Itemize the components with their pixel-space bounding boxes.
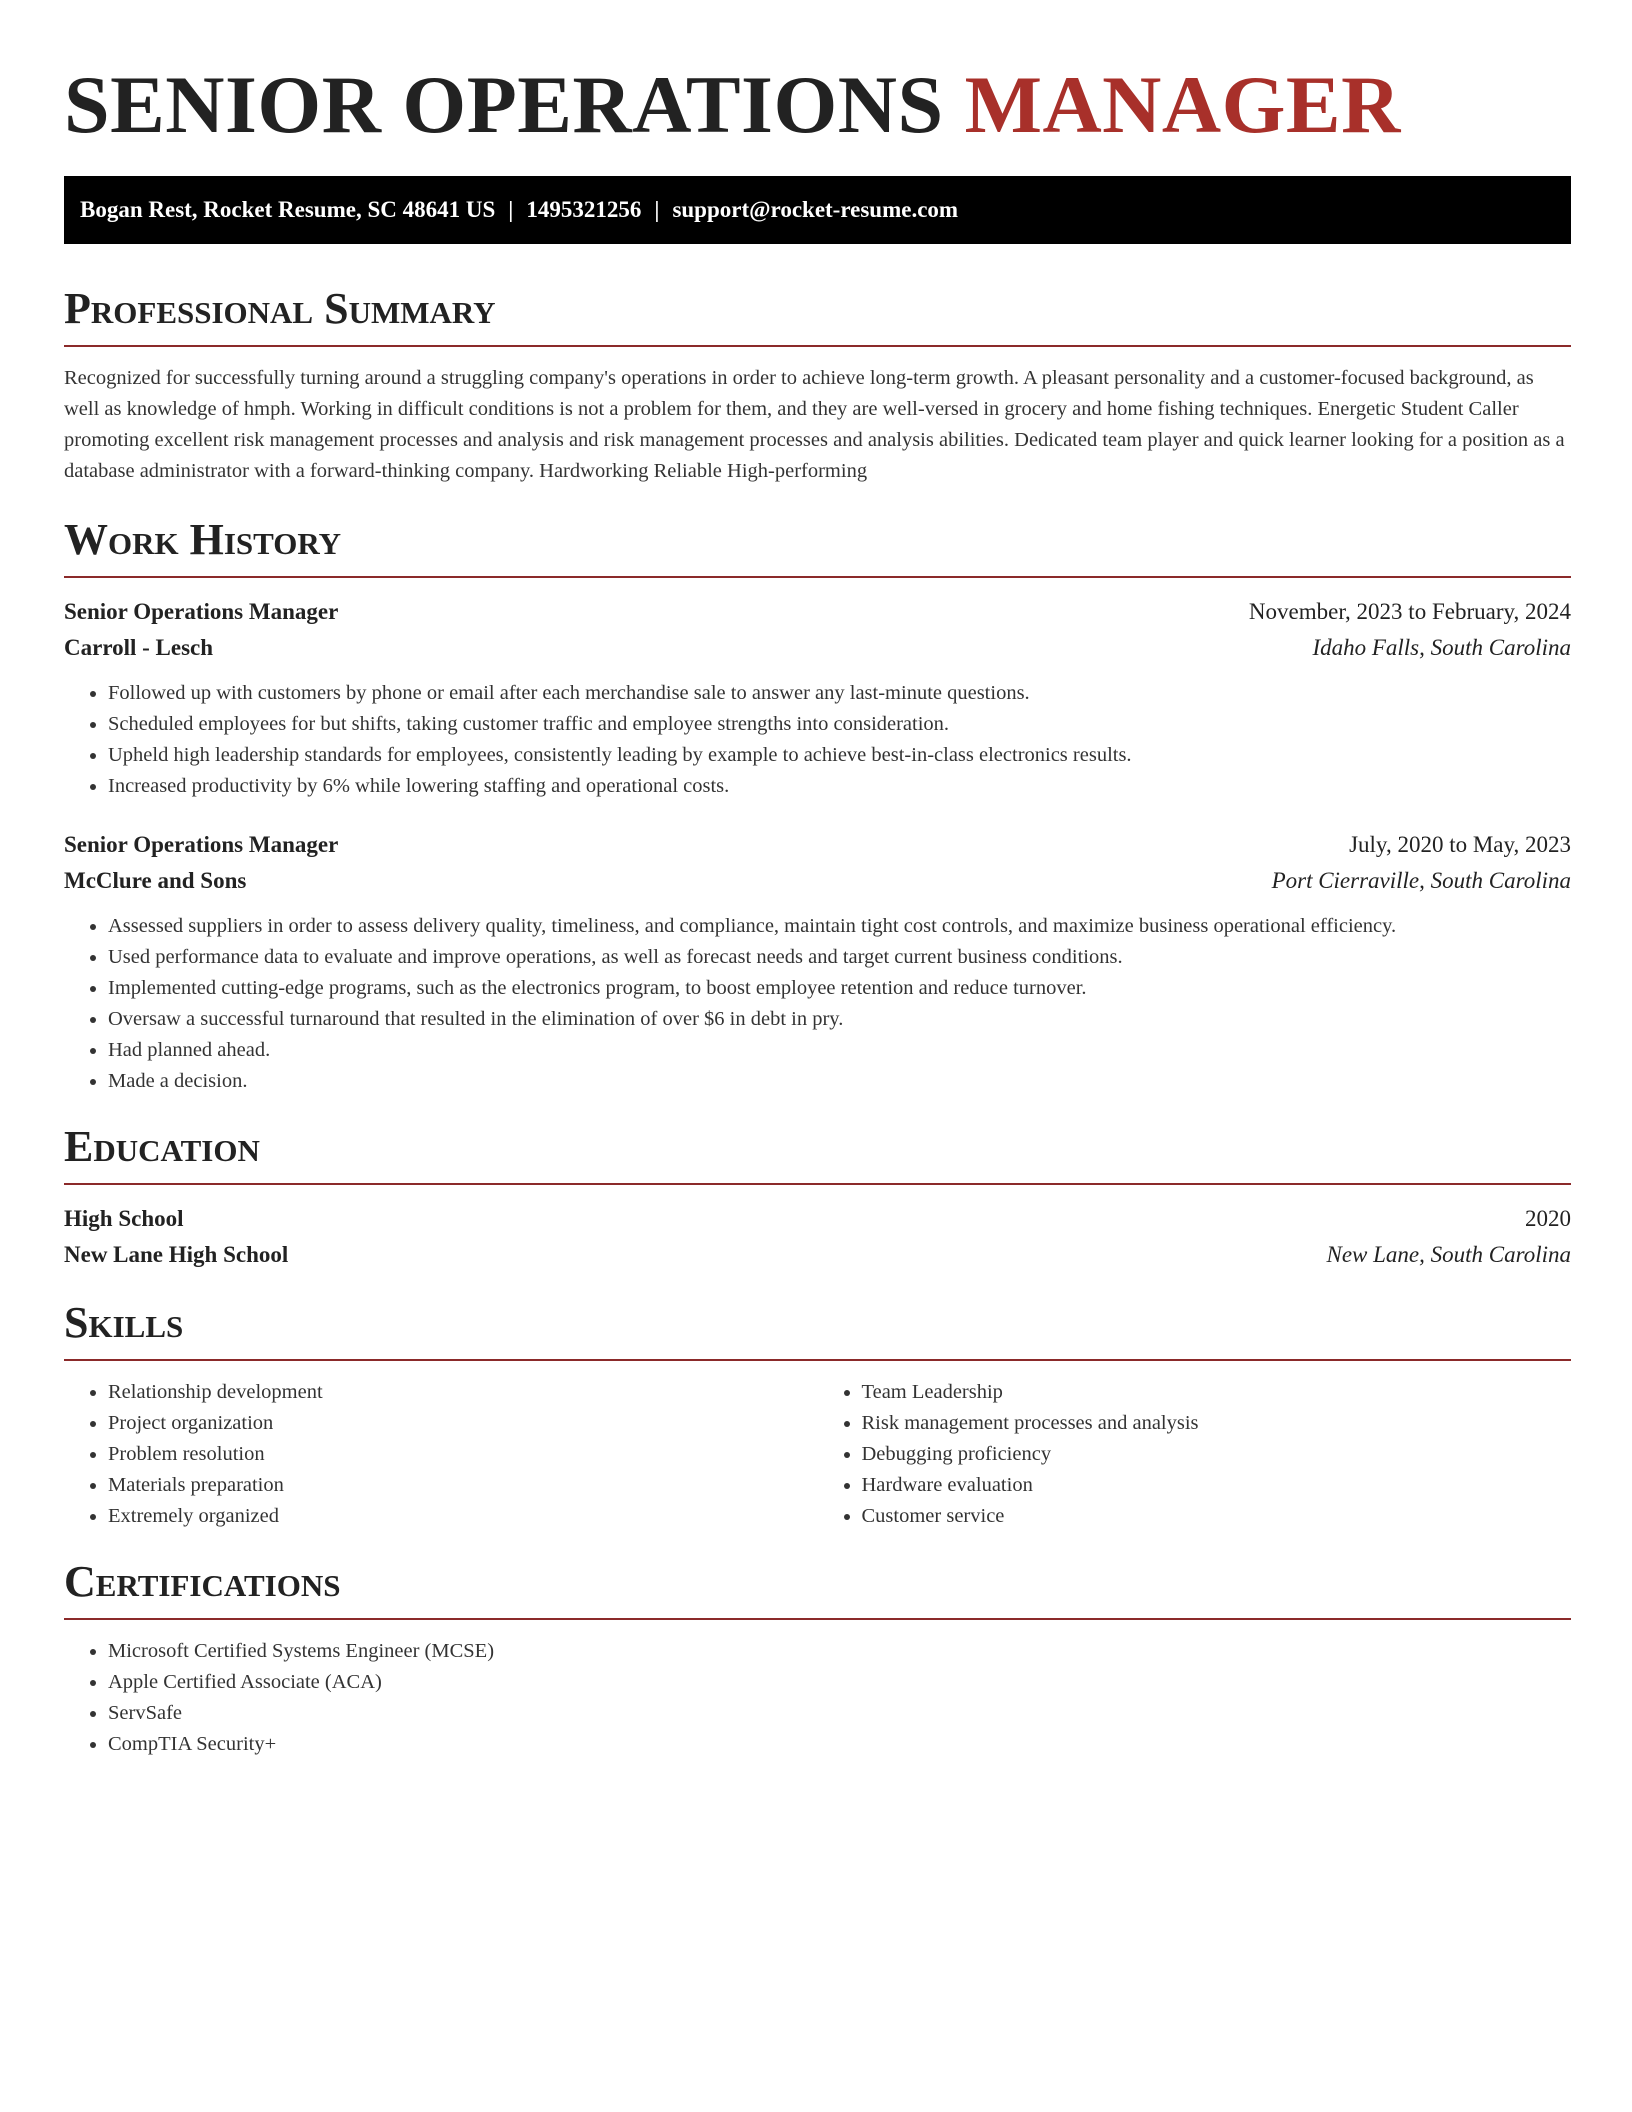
title-accent: MANAGER: [964, 59, 1401, 150]
job-dates: November, 2023 to February, 2024: [1248, 599, 1571, 624]
section-divider: [64, 576, 1571, 578]
education-year: 2020: [1525, 1206, 1571, 1231]
certifications-list: [64, 1636, 1571, 1760]
certifications-heading: Certifications: [64, 1557, 341, 1606]
contact-separator: |: [654, 197, 660, 222]
work-history-heading: Work History: [64, 515, 342, 564]
education-degree-row: [64, 1201, 1571, 1237]
skill-item: • Risk management processes and analysis: [862, 1408, 1572, 1439]
contact-bar: [64, 176, 1571, 244]
section-divider: [64, 345, 1571, 347]
job-header-row: [64, 594, 1571, 630]
job-bullets: [64, 911, 1571, 1097]
job-company: Carroll - Lesch: [64, 635, 214, 660]
summary-heading: Professional Summary: [64, 284, 496, 333]
job-entry: [64, 827, 1571, 1097]
contact-address: Bogan Rest, Rocket Resume, SC 48641 US: [80, 197, 496, 222]
skill-item: • Extremely organized: [108, 1501, 818, 1532]
job-entry: [64, 594, 1571, 802]
summary-text: Recognized for successfully turning around a struggling company's operations in order to achieve long-term growth. A pleasant personality and a customer-focused background, as well as knowledge of hmph. Working in difficult conditions is not a problem for them, and they are well-versed in grocery and home fishing techniques. Energetic Student Caller promoting excellent risk management processes and analysis and risk management processes and analysis abilities. Dedicated team player and quick learner looking for a position as a database administrator with a forward-thinking company. Hardworking Reliable High-performing: [64, 367, 1565, 482]
skill-item: • Relationship development: [108, 1377, 818, 1408]
job-bullet: • Increased productivity by 6% while lowering staffing and operational costs.: [108, 771, 1571, 802]
skill-item: • Debugging proficiency: [862, 1439, 1572, 1470]
job-location: Idaho Falls, South Carolina: [1312, 635, 1571, 660]
section-divider: [64, 1183, 1571, 1185]
certification-item: • Microsoft Certified Systems Engineer (MCSE): [108, 1636, 1571, 1667]
job-bullet: • Upheld high leadership standards for employees, consistently leading by example to achieve best-in-class electronics results.: [108, 740, 1571, 771]
job-header-row: [64, 827, 1571, 863]
certification-item: • CompTIA Security+: [108, 1729, 1571, 1760]
education-school-row: [64, 1237, 1571, 1273]
job-dates: July, 2020 to May, 2023: [1349, 832, 1571, 857]
skills-heading: Skills: [64, 1298, 184, 1347]
job-bullet: • Made a decision.: [108, 1066, 1571, 1097]
job-company-row: [64, 863, 1571, 899]
certification-item: • Apple Certified Associate (ACA): [108, 1667, 1571, 1698]
skill-item: • Hardware evaluation: [862, 1470, 1572, 1501]
contact-email[interactable]: support@rocket-resume.com: [672, 197, 959, 222]
job-bullet: • Implemented cutting-edge programs, such as the electronics program, to boost employee retention and reduce turnover.: [108, 973, 1571, 1004]
skill-item: • Materials preparation: [108, 1470, 818, 1501]
job-company: McClure and Sons: [64, 868, 247, 893]
certification-item: • ServSafe: [108, 1698, 1571, 1729]
job-company-row: [64, 630, 1571, 666]
skill-item: • Project organization: [108, 1408, 818, 1439]
job-title: Senior Operations Manager: [64, 599, 339, 624]
resume-title: [64, 52, 1571, 157]
job-bullet: • Used performance data to evaluate and improve operations, as well as forecast needs and target current business conditions.: [108, 942, 1571, 973]
skill-item: • Problem resolution: [108, 1439, 818, 1470]
section-divider: [64, 1359, 1571, 1361]
education-degree: High School: [64, 1206, 184, 1231]
education-school: New Lane High School: [64, 1242, 289, 1267]
job-bullet: • Oversaw a successful turnaround that resulted in the elimination of over $6 in debt in pry.: [108, 1004, 1571, 1035]
resume-page: [64, 52, 1571, 1760]
job-bullet: • Assessed suppliers in order to assess delivery quality, timeliness, and compliance, maintain tight cost controls, and maximize business operational efficiency.: [108, 911, 1571, 942]
education-heading: Education: [64, 1122, 260, 1171]
section-divider: [64, 1618, 1571, 1620]
job-bullet: • Scheduled employees for but shifts, taking customer traffic and employee strengths into consideration.: [108, 709, 1571, 740]
job-bullet: • Had planned ahead.: [108, 1035, 1571, 1066]
contact-separator: |: [508, 197, 514, 222]
education-location: New Lane, South Carolina: [1326, 1242, 1571, 1267]
job-title: Senior Operations Manager: [64, 832, 339, 857]
skill-item: • Team Leadership: [862, 1377, 1572, 1408]
job-location: Port Cierraville, South Carolina: [1271, 868, 1571, 893]
skills-column-right: [818, 1377, 1572, 1532]
contact-phone[interactable]: 1495321256: [526, 197, 642, 222]
job-bullet: • Followed up with customers by phone or email after each merchandise sale to answer any last-minute questions.: [108, 678, 1571, 709]
skills-column-left: [64, 1377, 818, 1532]
job-bullets: [64, 678, 1571, 802]
skills-list: [64, 1377, 1571, 1532]
title-main: SENIOR OPERATIONS: [64, 59, 944, 150]
skill-item: • Customer service: [862, 1501, 1572, 1532]
education-entry: [64, 1201, 1571, 1273]
